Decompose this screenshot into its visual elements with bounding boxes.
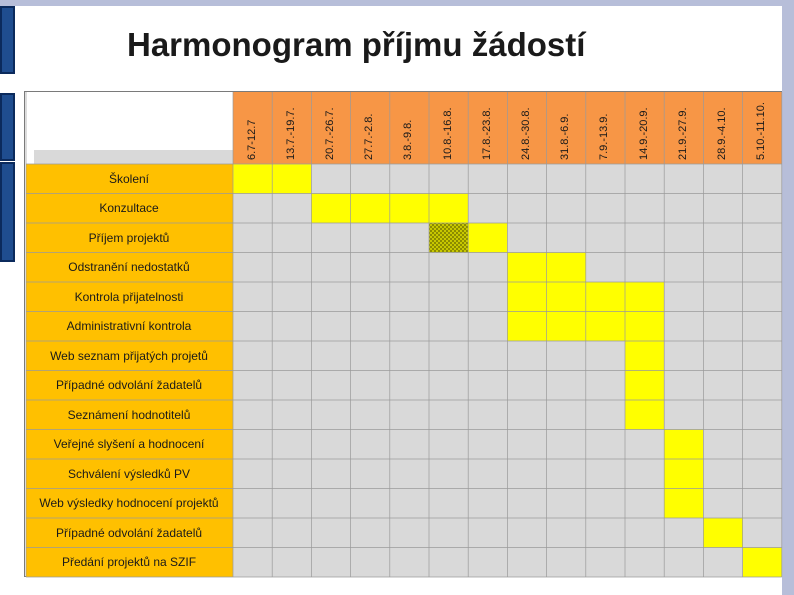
task-label: Veřejné slyšení a hodnocení — [53, 437, 205, 452]
task-bar-cell-hatched — [429, 223, 468, 253]
period-label: 21.9.-27.9. — [676, 107, 689, 160]
task-bar-cell — [743, 548, 782, 578]
task-bar-cell — [625, 371, 664, 401]
task-bar-cell — [625, 341, 664, 371]
task-bar-cell — [507, 312, 546, 342]
task-bar-cell — [703, 518, 742, 548]
task-bar-cell — [468, 223, 507, 253]
period-label: 27.7.-2.8. — [363, 113, 376, 160]
task-bar-cell — [507, 253, 546, 283]
period-label: 31.8.-6.9. — [559, 113, 572, 160]
task-bar-cell — [664, 430, 703, 460]
task-label: Případné odvolání žadatelů — [55, 525, 203, 540]
period-label: 28.9.-4.10. — [716, 107, 728, 160]
task-bar-cell — [586, 312, 625, 342]
task-bar-cell — [547, 312, 586, 342]
task-label: Kontrola přijatelnosti — [74, 289, 184, 304]
task-label: Příjem projektů — [88, 230, 170, 245]
task-bar-cell — [233, 164, 272, 194]
period-label: 10.8.-16.8. — [441, 107, 454, 160]
task-bar-cell — [390, 194, 429, 224]
task-bar-cell — [664, 459, 703, 489]
task-bar-cell — [586, 282, 625, 312]
task-label: Školení — [108, 171, 150, 186]
task-label: Předání projektů na SZIF — [61, 555, 197, 570]
task-bar-cell — [351, 194, 390, 224]
task-bar-cell — [311, 194, 350, 224]
period-label: 3.8.-9.8. — [402, 119, 415, 160]
period-label: 24.8.-30.8. — [520, 107, 532, 160]
task-label: Schválení výsledků PV — [67, 466, 191, 481]
task-label: Odstranění nedostatků — [68, 260, 190, 275]
period-label: 7.9.-13.9. — [598, 113, 611, 160]
task-label: Konzultace — [99, 201, 159, 216]
task-bar-cell — [625, 282, 664, 312]
period-label: 6.7-12.7 — [245, 119, 258, 160]
period-label: 5.10.-11.10. — [755, 102, 768, 160]
task-bar-cell — [625, 400, 664, 430]
task-bar-cell — [429, 194, 468, 224]
task-label: Web seznam přijatých projetů — [50, 348, 208, 363]
task-bar-cell — [664, 489, 703, 519]
slide-title: Harmonogram příjmu žádostí — [127, 26, 586, 63]
period-label: 14.9.-20.9. — [637, 107, 650, 160]
task-bar-cell — [625, 312, 664, 342]
task-bar-cell — [507, 282, 546, 312]
task-label: Případné odvolání žadatelů — [55, 378, 203, 393]
task-bar-cell — [547, 253, 586, 283]
task-bar-cell — [547, 282, 586, 312]
task-bar-cell — [272, 164, 311, 194]
task-label: Administrativní kontrola — [66, 319, 192, 334]
task-label: Seznámení hodnotitelů — [67, 407, 191, 422]
task-label: Web výsledky hodnocení projektů — [39, 496, 219, 511]
period-label: 20.7.-26.7. — [324, 107, 336, 160]
period-label: 13.7.-19.7. — [284, 107, 297, 160]
period-label: 17.8.-23.8. — [480, 107, 493, 160]
